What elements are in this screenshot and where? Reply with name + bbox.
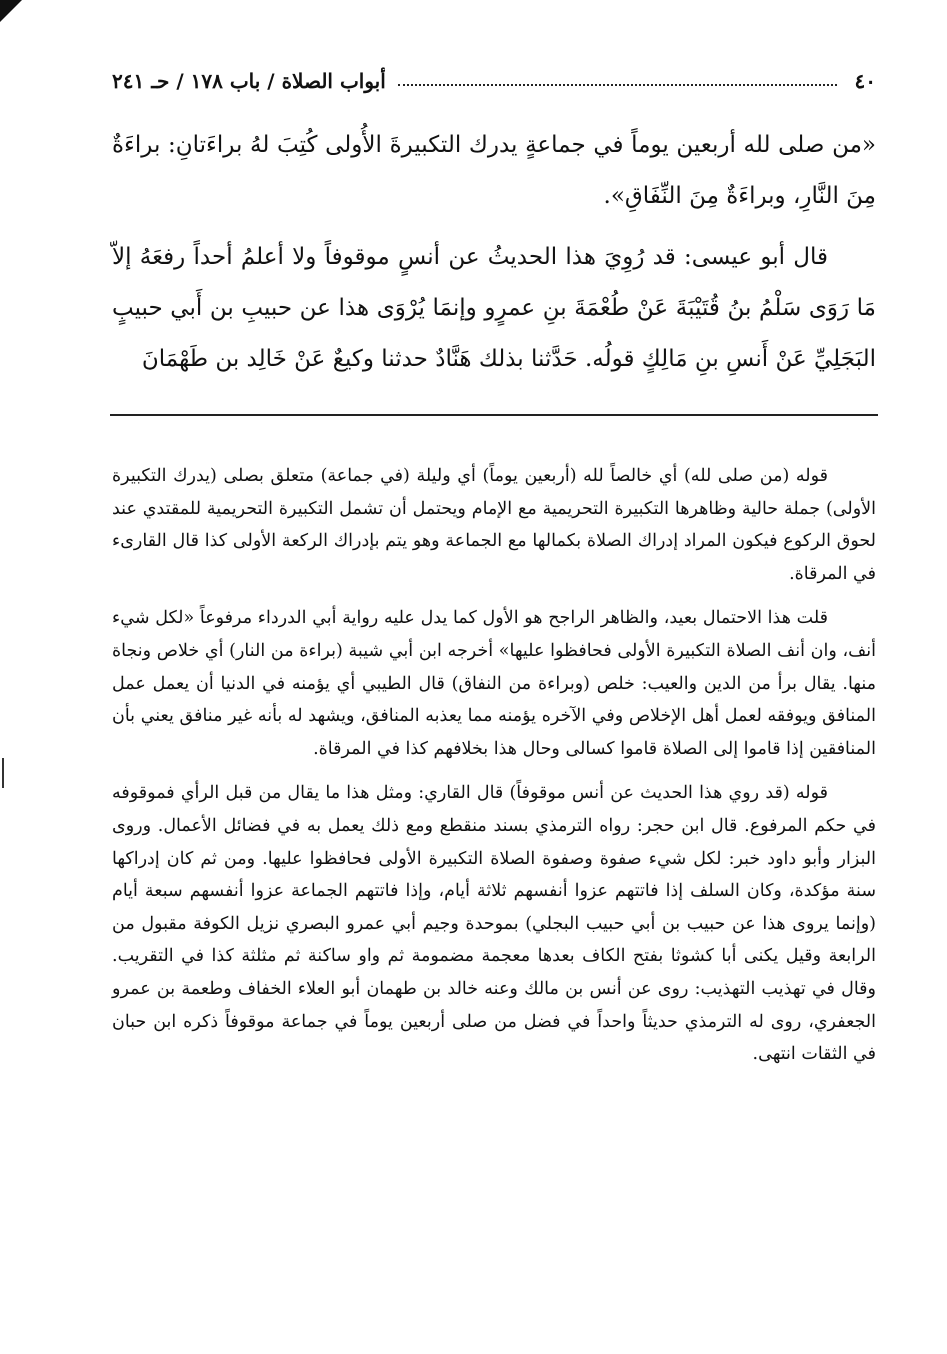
footnote-separator-line xyxy=(110,414,878,416)
scan-corner-mark xyxy=(0,0,22,22)
commentary-paragraph: قوله (قد روي هذا الحديث عن أنس موقوفاً) قال القاري: ومثل هذا ما يقال من قبل الرأي فموقوفه في حكم المرفوع. قال ابن حجر: رواه الترمذي بسند منقطع ومع ذلك يعمل به في فضائل الأعمال. وروى البزار وأبو داود خبر: لكل شيء صفوة وصفوة الصلاة التكبيرة الأولى فحافظوا عليها. ومن ثم كان إدراكها سنة مؤكدة، وكان السلف إذا فاتتهم عزوا أنفسهم ثلاثة أيام، وإذا فاتتهم الجماعة عزوا أنفسهم سبعة أيام (وإنما يروى هذا عن حبيب بن أبي حبيب البجلي) بموحدة وجيم أبي عمرو البصري نزيل الكوفة مقبول من الرابعة وقيل يكنى أبا كشوثا بفتح الكاف بعدها معجمة مضمومة ثم واو ساكنة ثم مثلثة كذا في التقريب. وقال في تهذيب التهذيب: روى عن أنس بن مالك وعنه خالد بن طهمان أبو العلاء الخفاف وطعمة بن عمرو الجعفري، روى له الترمذي حديثاً واحداً في فضل من صلى أربعين يوماً في جماعة موقوفاً ذكره ابن حبان في الثقات انتهى. xyxy=(112,783,876,1065)
page-header xyxy=(112,66,876,96)
page-number: ٤٠ xyxy=(854,69,876,93)
hadith-text xyxy=(112,120,876,395)
tirmidhi-remark: قال أبو عيسى: قد رُوِيَ هذا الحديثُ عن أنسٍ موقوفاً ولا أعلمُ أحداً رفعَهُ إلاّ مَا رَوَى سَلْمُ بنُ قُتَيْبَةَ عَنْ طُعْمَةَ بنِ عمرٍو وإنمَا يُرْوَى هذا عن حبيبِ بن أَبي حبيبٍ البَجَلِيِّ عَنْ أَنسِ بنِ مَالِكٍ قولُه. حَدَّثنا بذلك هَنَّادٌ حدثنا وكيعٌ عَنْ خَالِد بن طَهْمَانَ xyxy=(112,244,876,372)
hadith-matn: «من صلى لله أربعين يوماً في جماعةٍ يدرك التكبيرةَ الأُولى كُتِبَ لهُ براءَتانِ: براءَةٌ مِنَ النَّارِ، وبراءَةٌ مِنَ النِّفَاقِ». xyxy=(112,132,876,209)
commentary xyxy=(112,460,876,1083)
commentary-paragraph: قوله (من صلى لله) أي خالصاً لله (أربعين يوماً) أي وليلة (في جماعة) متعلق بصلى (يدرك التكبيرة الأولى) جملة حالية وظاهرها التكبيرة التحريمية مع الإمام ويحتمل أن تشمل التكبيرة التحريمية للمقتدي عند لحوق الركوع فيكون المراد إدراك الصلاة بكمالها مع الجماعة وهو يتم بإدراك الركعة الأولى كذا قال القارىء في المرقاة. xyxy=(112,466,876,584)
header-dot-leader xyxy=(398,84,837,86)
commentary-paragraph: قلت هذا الاحتمال بعيد، والظاهر الراجح هو الأول كما يدل عليه رواية أبي الدرداء مرفوعاً «لكل شيء أنف، وان أنف الصلاة التكبيرة الأولى فحافظوا عليها» أخرجه ابن أبي شيبة (براءة من النار) أي خلاص ونجاة منها. يقال برأ من الدين والعيب: خلص (وبراءة من النفاق) قال الطيبي أي يؤمنه في الدنيا أن يعمل عمل المنافق ويوفقه لعمل أهل الإخلاص وفي الآخره يؤمنه مما يعذبه المنافق، ويشهد له بأنه غير منافق يعني بأن المنافقين إذا قاموا إلى الصلاة قاموا كسالى وحال هذا بخلافهم كذا في المرقاة. xyxy=(112,608,876,759)
running-title: أبواب الصلاة / باب ١٧٨ / حـ ٢٤١ xyxy=(112,69,386,93)
scan-margin-mark xyxy=(2,758,4,788)
